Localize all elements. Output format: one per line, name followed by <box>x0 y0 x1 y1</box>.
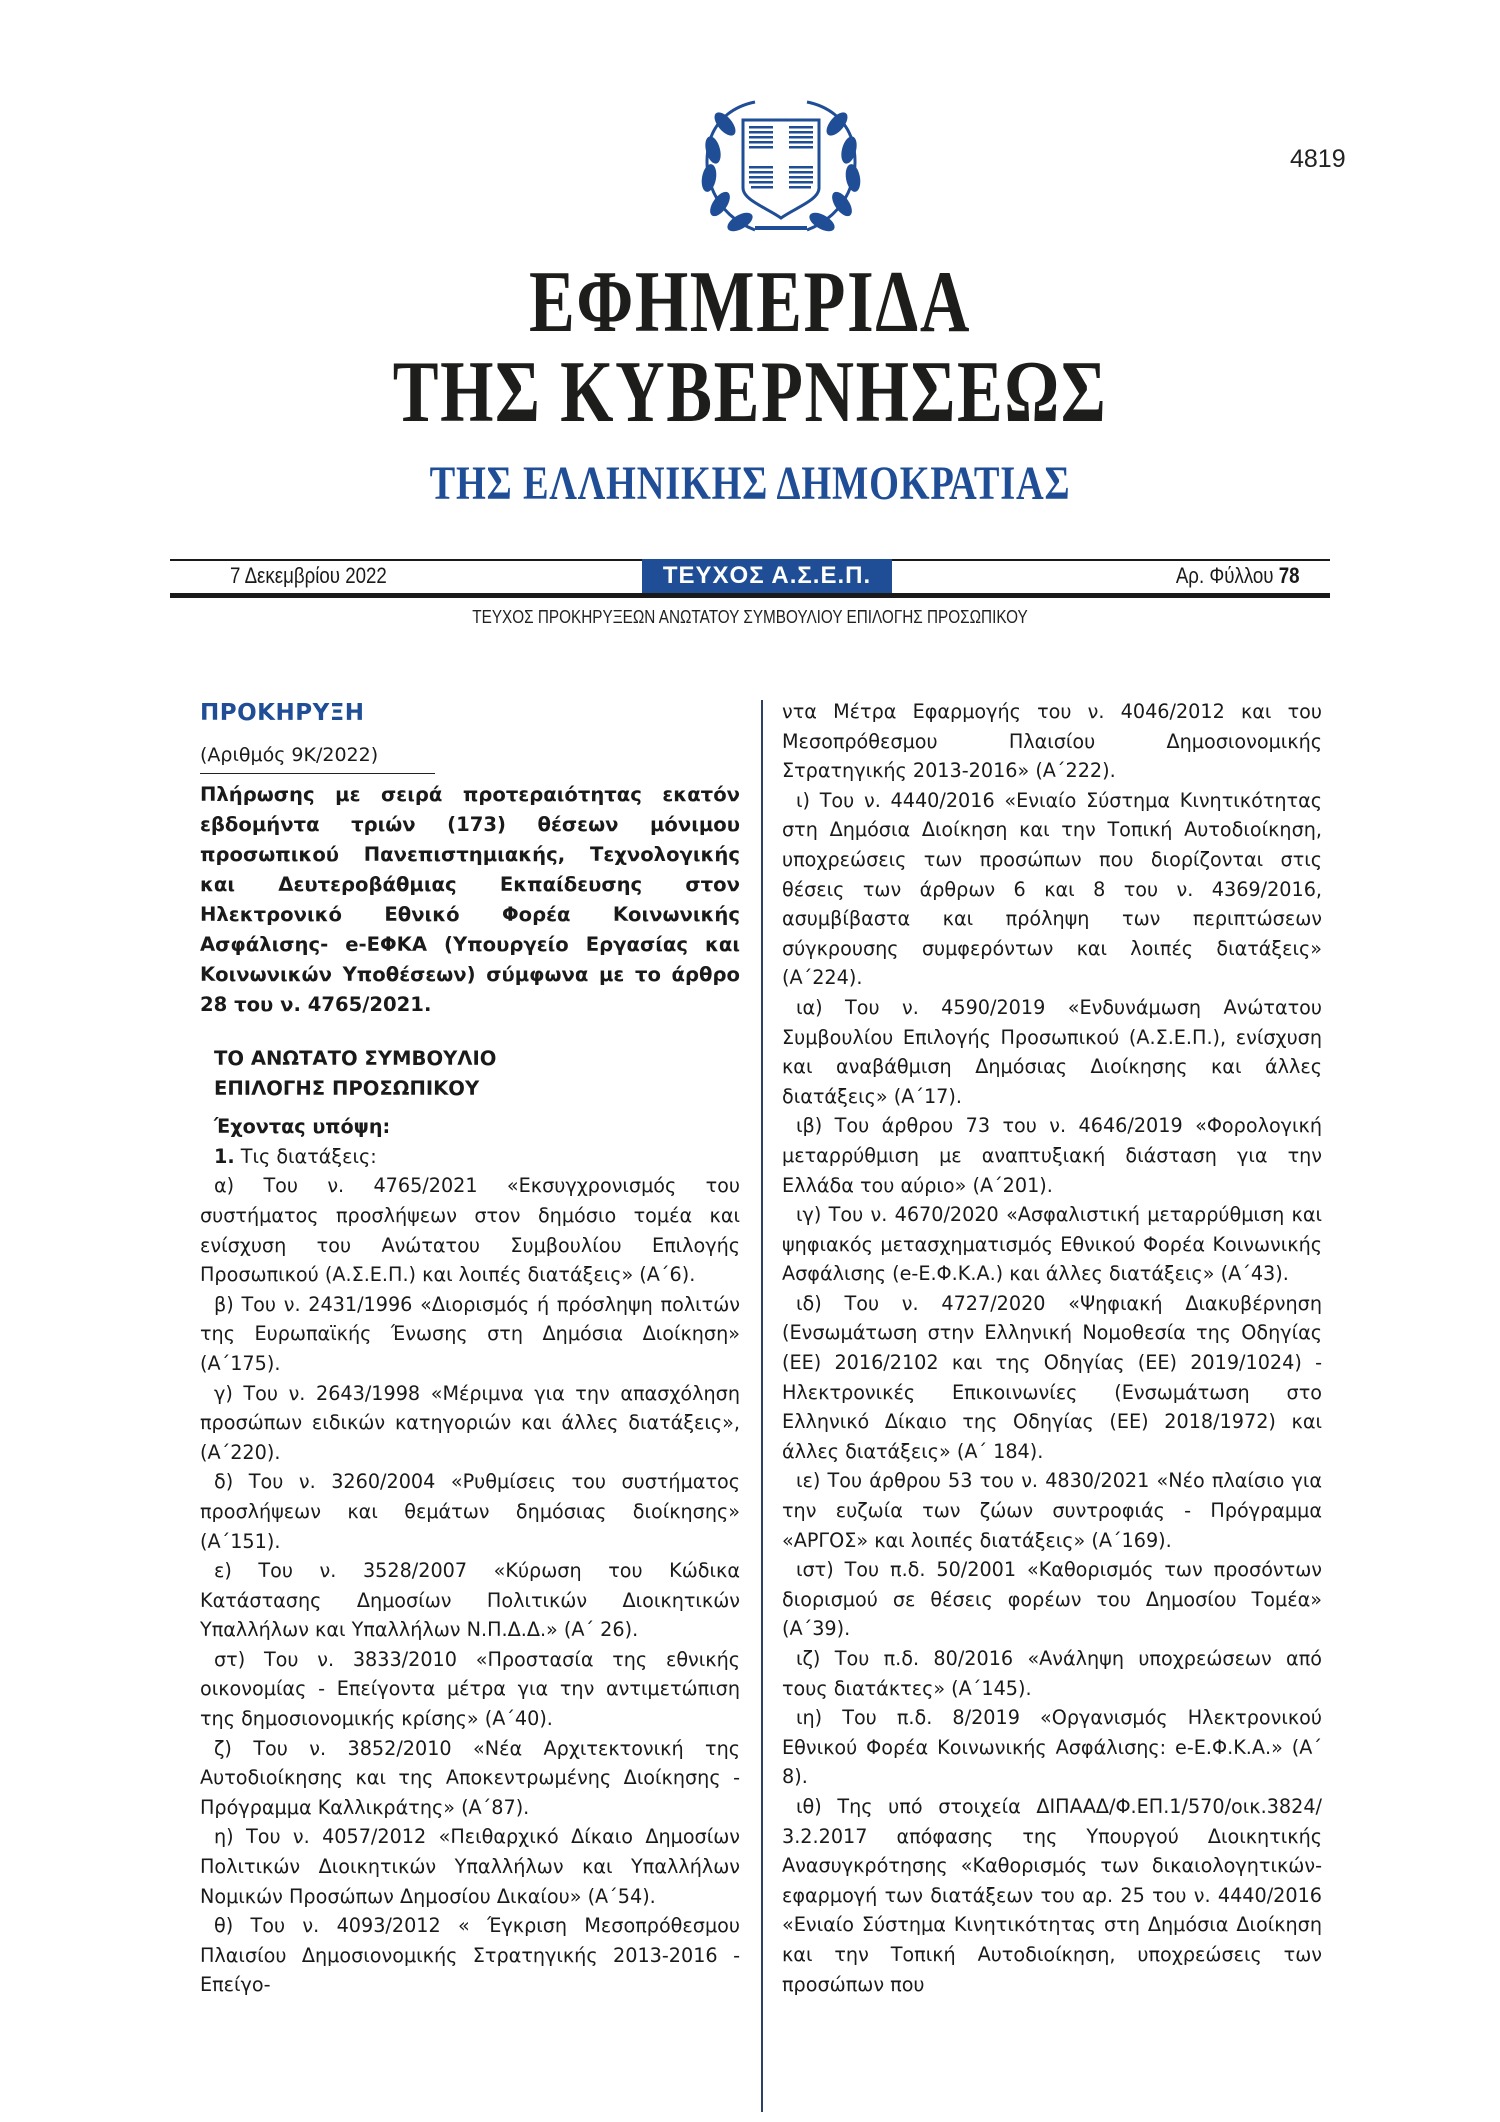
item-1-number: 1. <box>214 1144 235 1168</box>
series-line: ΤΕΥΧΟΣ ΠΡΟΚΗΡΥΞΕΩΝ ΑΝΩΤΑΤΟΥ ΣΥΜΒΟΥΛΙΟΥ ΕΠΙΛΟΓΗΣ ΠΡΟΣΩΠΙΚΟΥ <box>472 607 1028 627</box>
item-1 <box>200 1142 740 1172</box>
paragraph: ιβ) Του άρθρου 73 του ν. 4646/2019 «Φορολογική μεταρρύθμιση με αναπτυξιακή διάσταση για την Ελλάδα του αύριο» (Α΄201). <box>782 1114 1322 1197</box>
paragraph: ε) Του ν. 3528/2007 «Κύρωση του Κώδικα Κατάστασης Δημοσίων Πολιτικών Διοικητικών Υπαλλήλων και Υπαλλήλων Ν.Π.Δ.Δ.» (Α΄ 26). <box>200 1559 740 1642</box>
sheet-number-label <box>1176 563 1300 589</box>
sheet-label: Αρ. Φύλλου <box>1176 563 1274 588</box>
paragraph: δ) Του ν. 3260/2004 «Ρυθμίσεις του συστήματος προσλήψεων και θεμάτων δημόσιας διοίκησης» (Α΄151). <box>200 1470 740 1553</box>
paragraph: ιστ) Του π.δ. 50/2001 «Καθορισμός των προσόντων διορισμού σε θέσεις φορέων του Δημοσίου Τομέα» (Α΄39). <box>782 1558 1322 1641</box>
item-1-text: Τις διατάξεις: <box>234 1144 377 1168</box>
sheet-number: 78 <box>1279 563 1300 588</box>
paragraph: η) Του ν. 4057/2012 «Πειθαρχικό Δίκαιο Δημοσίων Πολιτικών Διοικητικών Υπαλλήλων και Υπαλλήλων Νομικών Προσώπων Δημοσίου Δικαίου» (Α΄54). <box>200 1825 740 1908</box>
paragraph: ιγ) Του ν. 4670/2020 «Ασφαλιστική μεταρρύθμιση και ψηφιακός μετασχηματισμός Εθνικού Φορέα Κοινωνικής Ασφάλισης (e-Ε.Φ.Κ.Α.) και άλλες διατάξεις» (Α΄43). <box>782 1203 1322 1286</box>
paragraph: στ) Του ν. 3833/2010 «Προστασία της εθνικής οικονομίας - Επείγοντα μέτρα για την αντιμετώπιση της δημοσιονομικής κρίσης» (Α΄40). <box>200 1647 740 1731</box>
greek-coat-of-arms-icon <box>695 100 867 240</box>
left-column <box>200 697 740 2000</box>
paragraph: β) Του ν. 2431/1996 «Διορισμός ή πρόσληψη πολιτών της Ευρωπαϊκής Ένωσης στη Δημόσια Διοίκηση» (Α΄175). <box>200 1292 740 1375</box>
paragraph: γ) Του ν. 2643/1998 «Μέριμνα για την απασχόληση προσώπων ειδικών κατηγοριών και άλλες διατάξεις», (Α΄220). <box>200 1381 740 1464</box>
authority-line2: ΕΠΙΛΟΓΗΣ ΠΡΟΣΩΠΙΚΟΥ <box>214 1077 480 1101</box>
right-column <box>782 697 1322 1999</box>
paragraph: ιη) Του π.δ. 8/2019 «Οργανισμός Ηλεκτρονικού Εθνικού Φορέα Κοινωνικής Ασφάλισης: e-Ε.Φ.Κ.Α.» (Α΄ 8). <box>782 1706 1322 1789</box>
paragraph: ντα Μέτρα Εφαρμογής του ν. 4046/2012 και του Μεσοπρόθεσμου Πλαισίου Δημοσιονομικής Στρατηγικής 2013-2016» (Α΄222). <box>782 700 1322 783</box>
header-bottom-rule <box>170 593 1330 598</box>
issue-date: 7 Δεκεμβρίου 2022 <box>230 563 387 588</box>
paragraph: ιζ) Του π.δ. 80/2016 «Ανάληψη υποχρεώσεων από τους διατάκτες» (Α΄145). <box>782 1647 1322 1700</box>
authority-line1: ΤΟ ΑΝΩΤΑΤΟ ΣΥΜΒΟΥΛΙΟ <box>214 1047 497 1071</box>
paragraph: ι) Του ν. 4440/2016 «Ενιαίο Σύστημα Κινητικότητας στη Δημόσια Διοίκηση και την Τοπική Αυτοδιοίκηση, υποχρεώσεις των προσώπων που διορίζονται στις θέσεις των άρθρων 6 και 8 του ν. 4369/2016, ασυμβίβαστα και πρόληψη των περιπτώσεων σύγκρουσης συμφερόντων και λοιπές διατάξεις» (Α΄224). <box>782 788 1322 990</box>
paragraph: ιθ) Της υπό στοιχεία ΔΙΠΑΑΔ/Φ.ΕΠ.1/570/οικ.3824/ 3.2.2017 απόφασης της Υπουργού Διοικητικής Ανασυγκρότησης «Καθορισμός των δικαιολογητικών-εφαρμογή των διατάξεων του αρ. 25 του ν. 4440/2016 «Ενιαίο Σύστημα Κινητικότητας στη Δημόσια Διοίκηση και την Τοπική Αυτοδιοίκηση, υποχρεώσεις των προσώπων που <box>782 1794 1322 1996</box>
announcement-title: Πλήρωσης με σειρά προτεραιότητας εκατόν εβδομήντα τριών (173) θέσεων μόνιμου προσωπικού Πανεπιστημιακής, Τεχνολογικής και Δευτεροβάθμιας Εκπαίδευσης στον Ηλεκτρονικό Εθνικό Φορέα Κοινωνικής Ασφάλισης- e-ΕΦΚΑ (Υπουργείο Εργασίας και Κοινωνικών Υποθέσεων) σύμφωνα με το άρθρο 28 του ν. 4765/2021. <box>200 783 740 1017</box>
gazette-title-line2: ΤΗΣ ΚΥΒΕΡΝΗΣΕΩΣ <box>392 344 1108 441</box>
announcement-heading: ΠΡΟΚΗΡΥΞΗ <box>200 700 365 726</box>
gazette-subtitle: ΤΗΣ ΕΛΛΗΝΙΚΗΣ ΔΗΜΟΚΡΑΤΙΑΣ <box>429 457 1071 510</box>
paragraph: ια) Του ν. 4590/2019 «Ενδυνάμωση Ανώτατου Συμβουλίου Επιλογής Προσωπικού (Α.Σ.Ε.Π.), ενίσχυση και αναβάθμιση Δημόσιας Διοίκησης και άλλες διατάξεις» (Α΄17). <box>782 995 1322 1108</box>
column-divider <box>761 700 763 2112</box>
page-number: 4819 <box>1290 145 1346 173</box>
gazette-title-line1: ΕΦΗΜΕΡΙΔΑ <box>529 254 971 351</box>
paragraph: ζ) Του ν. 3852/2010 «Νέα Αρχιτεκτονική της Αυτοδιοίκησης και της Αποκεντρωμένης Διοίκησης - Πρόγραμμα Καλλικράτης» (Α΄87). <box>200 1736 740 1819</box>
paragraph: ιδ) Του ν. 4727/2020 «Ψηφιακή Διακυβέρνηση (Ενσωμάτωση στην Ελληνική Νομοθεσία της Οδηγίας (ΕΕ) 2016/2102 και της Οδηγίας (ΕΕ) 2019/1024) - Ηλεκτρονικές Επικοινωνίες (Ενσωμάτωση στο Ελληνικό Δίκαιο της Οδηγίας (ΕΕ) 2018/1972) και άλλες διατάξεις» (Α΄ 184). <box>782 1291 1322 1463</box>
issue-band <box>170 561 1330 593</box>
paragraph: α) Του ν. 4765/2021 «Εκσυγχρονισμός του συστήματος προσλήψεων στον δημόσιο τομέα και ενίσχυση του Ανώτατου Συμβουλίου Επιλογής Προσωπικού (Α.Σ.Ε.Π.) και λοιπές διατάξεις» (Α΄6). <box>200 1174 740 1287</box>
announcement-number: (Αριθμός 9Κ/2022) <box>200 741 435 775</box>
paragraph: ιε) Του άρθρου 53 του ν. 4830/2021 «Νέο πλαίσιο για την ευζωία των ζώων συντροφιάς - Πρόγραμμα «ΑΡΓΟΣ» και λοιπές διατάξεις» (Α΄169). <box>782 1469 1322 1552</box>
considering-heading: Έχοντας υπόψη: <box>214 1115 391 1139</box>
paragraph: θ) Του ν. 4093/2012 « Έγκριση Μεσοπρόθεσμου Πλαισίου Δημοσιονομικής Στρατηγικής 2013-2016 - Επείγο- <box>200 1914 740 1997</box>
issue-type-label: ΤΕΥΧΟΣ Α.Σ.Ε.Π. <box>642 559 892 593</box>
